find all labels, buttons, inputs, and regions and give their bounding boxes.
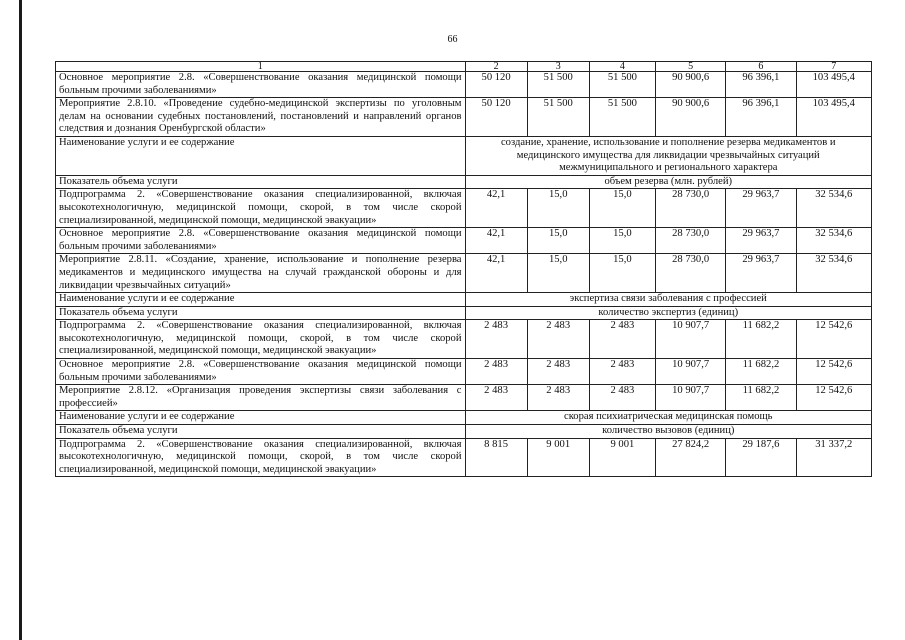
column-number-cell: 7 bbox=[796, 62, 871, 72]
value-cell: 15,0 bbox=[589, 254, 655, 293]
program-description: Основное мероприятие 2.8. «Совершенствование оказания медицинской помощи больным прочими заболеваниями» bbox=[56, 72, 466, 98]
value-cell: 42,1 bbox=[465, 228, 527, 254]
service-info-value: скорая психиатрическая медицинская помощь bbox=[465, 411, 871, 425]
value-cell: 32 534,6 bbox=[796, 189, 871, 228]
value-cell: 29 187,6 bbox=[726, 438, 796, 477]
value-cell: 103 495,4 bbox=[796, 72, 871, 98]
program-description: Подпрограмма 2. «Совершенствование оказания специализированной, включая высокотехнологичную, медицинской помощи, скорой, в том числе скорой специализированной, медицинской помощи, медицинской эвакуации» bbox=[56, 189, 466, 228]
service-info-label: Наименование услуги и ее содержание bbox=[56, 136, 466, 175]
value-cell: 2 483 bbox=[589, 359, 655, 385]
value-cell: 96 396,1 bbox=[726, 98, 796, 137]
value-cell: 90 900,6 bbox=[656, 72, 726, 98]
service-info-row bbox=[56, 293, 872, 307]
service-info-label: Показатель объема услуги bbox=[56, 175, 466, 189]
value-cell: 42,1 bbox=[465, 254, 527, 293]
table-row bbox=[56, 385, 872, 411]
value-cell: 2 483 bbox=[527, 320, 589, 359]
value-cell: 11 682,2 bbox=[726, 359, 796, 385]
value-cell: 15,0 bbox=[527, 254, 589, 293]
value-cell: 12 542,6 bbox=[796, 320, 871, 359]
column-number-cell: 3 bbox=[527, 62, 589, 72]
column-number-cell: 5 bbox=[656, 62, 726, 72]
value-cell: 2 483 bbox=[527, 385, 589, 411]
table-row bbox=[56, 72, 872, 98]
value-cell: 15,0 bbox=[589, 228, 655, 254]
value-cell: 27 824,2 bbox=[656, 438, 726, 477]
value-cell: 103 495,4 bbox=[796, 98, 871, 137]
value-cell: 51 500 bbox=[527, 72, 589, 98]
value-cell: 31 337,2 bbox=[796, 438, 871, 477]
table-row bbox=[56, 359, 872, 385]
service-info-row bbox=[56, 411, 872, 425]
value-cell: 50 120 bbox=[465, 98, 527, 137]
service-info-value: экспертиза связи заболевания с профессией bbox=[465, 293, 871, 307]
value-cell: 28 730,0 bbox=[656, 189, 726, 228]
service-info-label: Наименование услуги и ее содержание bbox=[56, 293, 466, 307]
value-cell: 50 120 bbox=[465, 72, 527, 98]
value-cell: 2 483 bbox=[465, 320, 527, 359]
value-cell: 29 963,7 bbox=[726, 254, 796, 293]
program-description: Мероприятие 2.8.10. «Проведение судебно-медицинской экспертизы по уголовным делам на основании судебных постановлений, постановлений и направлений органов следствия и дознания Оренбургской области» bbox=[56, 98, 466, 137]
value-cell: 42,1 bbox=[465, 189, 527, 228]
value-cell: 11 682,2 bbox=[726, 320, 796, 359]
column-number-row bbox=[56, 62, 872, 72]
value-cell: 12 542,6 bbox=[796, 385, 871, 411]
program-description: Мероприятие 2.8.11. «Создание, хранение, использование и пополнение резерва медикаментов и медицинского имущества на случай гражданской обороны и для ликвидации чрезвычайных ситуаций» bbox=[56, 254, 466, 293]
value-cell: 28 730,0 bbox=[656, 228, 726, 254]
service-info-label: Наименование услуги и ее содержание bbox=[56, 411, 466, 425]
value-cell: 29 963,7 bbox=[726, 189, 796, 228]
value-cell: 10 907,7 bbox=[656, 385, 726, 411]
table-row bbox=[56, 320, 872, 359]
service-info-row bbox=[56, 136, 872, 175]
program-description: Подпрограмма 2. «Совершенствование оказания специализированной, включая высокотехнологичную, медицинской помощи, скорой, в том числе скорой специализированной, медицинской помощи, медицинской эвакуации» bbox=[56, 320, 466, 359]
table-row bbox=[56, 228, 872, 254]
column-number-cell: 2 bbox=[465, 62, 527, 72]
column-number-cell: 4 bbox=[589, 62, 655, 72]
value-cell: 29 963,7 bbox=[726, 228, 796, 254]
program-description: Основное мероприятие 2.8. «Совершенствование оказания медицинской помощи больным прочими заболеваниями» bbox=[56, 359, 466, 385]
value-cell: 10 907,7 bbox=[656, 320, 726, 359]
value-cell: 2 483 bbox=[465, 359, 527, 385]
value-cell: 11 682,2 bbox=[726, 385, 796, 411]
value-cell: 2 483 bbox=[465, 385, 527, 411]
value-cell: 15,0 bbox=[527, 189, 589, 228]
program-description: Подпрограмма 2. «Совершенствование оказания специализированной, включая высокотехнологичную, медицинской помощи, скорой, в том числе скорой специализированной, медицинской помощи, медицинской эвакуации» bbox=[56, 438, 466, 477]
value-cell: 2 483 bbox=[589, 385, 655, 411]
value-cell: 12 542,6 bbox=[796, 359, 871, 385]
table-row bbox=[56, 438, 872, 477]
column-number-cell: 1 bbox=[56, 62, 466, 72]
value-cell: 10 907,7 bbox=[656, 359, 726, 385]
service-info-label: Показатель объема услуги bbox=[56, 306, 466, 320]
budget-table bbox=[55, 61, 872, 477]
value-cell: 15,0 bbox=[589, 189, 655, 228]
value-cell: 9 001 bbox=[527, 438, 589, 477]
value-cell: 28 730,0 bbox=[656, 254, 726, 293]
value-cell: 15,0 bbox=[527, 228, 589, 254]
service-info-value: количество экспертиз (единиц) bbox=[465, 306, 871, 320]
value-cell: 51 500 bbox=[589, 98, 655, 137]
value-cell: 2 483 bbox=[589, 320, 655, 359]
value-cell: 32 534,6 bbox=[796, 228, 871, 254]
value-cell: 96 396,1 bbox=[726, 72, 796, 98]
table-row bbox=[56, 189, 872, 228]
program-description: Мероприятие 2.8.12. «Организация проведения экспертизы связи заболевания с профессией» bbox=[56, 385, 466, 411]
table-row bbox=[56, 98, 872, 137]
service-info-row bbox=[56, 306, 872, 320]
program-description: Основное мероприятие 2.8. «Совершенствование оказания медицинской помощи больным прочими заболеваниями» bbox=[56, 228, 466, 254]
page-number: 66 bbox=[447, 34, 458, 45]
value-cell: 90 900,6 bbox=[656, 98, 726, 137]
table-body bbox=[56, 62, 872, 477]
value-cell: 32 534,6 bbox=[796, 254, 871, 293]
service-info-value: объем резерва (млн. рублей) bbox=[465, 175, 871, 189]
service-info-label: Показатель объема услуги bbox=[56, 425, 466, 439]
service-info-row bbox=[56, 425, 872, 439]
value-cell: 51 500 bbox=[589, 72, 655, 98]
service-info-row bbox=[56, 175, 872, 189]
column-number-cell: 6 bbox=[726, 62, 796, 72]
table-row bbox=[56, 254, 872, 293]
value-cell: 8 815 bbox=[465, 438, 527, 477]
value-cell: 2 483 bbox=[527, 359, 589, 385]
service-info-value: количество вызовов (единиц) bbox=[465, 425, 871, 439]
service-info-value: создание, хранение, использование и пополнение резерва медикаментов и медицинского имущества для ликвидации чрезвычайных ситуаций межмуниципального и регионального характера bbox=[465, 136, 871, 175]
page-edge-rule bbox=[19, 0, 22, 640]
value-cell: 9 001 bbox=[589, 438, 655, 477]
value-cell: 51 500 bbox=[527, 98, 589, 137]
